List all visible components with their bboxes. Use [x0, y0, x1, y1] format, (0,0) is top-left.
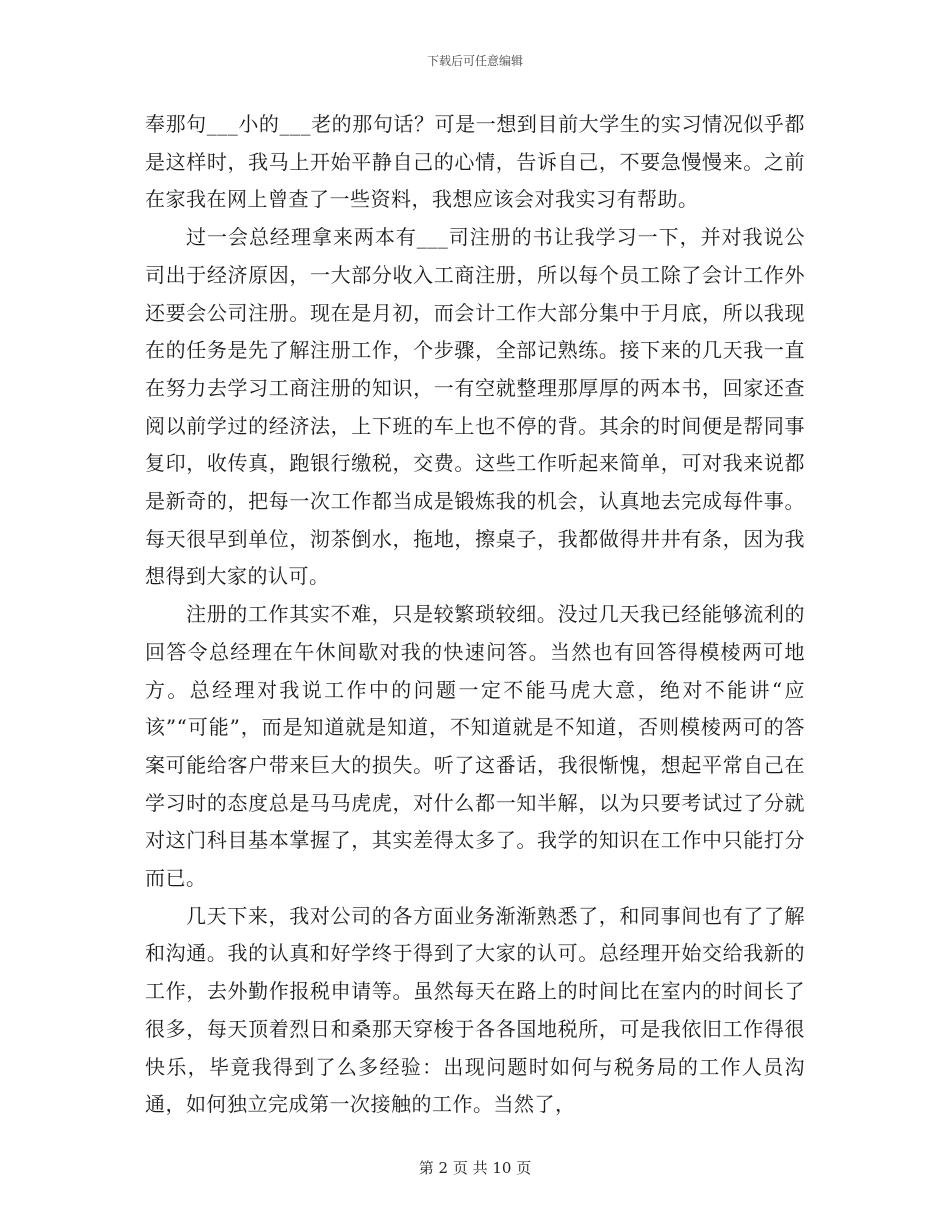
paragraph-1: 奉那句___小的___老的那句话？可是一想到目前大学生的实习情况似乎都是这样时，我马上开始平静自己的心情，告诉自己，不要急慢慢来。之前在家我在网上曾查了一些资料，我想应该会对我实习有帮助。	[145, 112, 805, 212]
paragraph-2: 过一会总经理拿来两本有___司注册的书让我学习一下，并对我说公司出于经济原因，一大部分收入工商注册，所以每个员工除了会计工作外还要会公司注册。现在是月初，而会计工作大部分集中于月底，所以我现在的任务是先了解注册工作，个步骤，全部记熟练。接下来的几天我一直在努力去学习工商注册的知识，一有空就整理那厚厚的两本书，回家还查阅以前学过的经济法，上下班的车上也不停的背。其余的时间便是帮同事复印，收传真，跑银行缴税，交费。这些工作听起来简单，可对我来说都是新奇的，把每一次工作都当成是锻炼我的机会，认真地去完成每件事。每天很早到单位，沏茶倒水，拖地，擦桌子，我都做得井井有条，因为我想得到大家的认可。	[145, 225, 805, 589]
page-number-footer: 第 2 页 共 10 页	[418, 1159, 532, 1177]
paragraph-4: 几天下来，我对公司的各方面业务渐渐熟悉了，和同事间也有了了解和沟通。我的认真和好学终于得到了大家的认可。总经理开始交给我新的工作，去外勤作报税申请等。虽然每天在路上的时间比在室内的时间长了很多，每天顶着烈日和桑那天穿梭于各各国地税所，可是我依旧工作得很快乐，毕竟我得到了么多经验：出现问题时如何与税务局的工作人员沟通，如何独立完成第一次接触的工作。当然了，	[145, 903, 805, 1117]
body-text	[145, 106, 805, 1124]
paragraph-3: 注册的工作其实不难，只是较繁琐较细。没过几天我已经能够流利的回答令总经理在午休间歇对我的快速问答。当然也有回答得模棱两可地方。总经理对我说工作中的问题一定不能马虎大意，绝对不能讲“应该”“可能”，而是知道就是知道，不知道就是不知道，否则模棱两可的答案可能给客户带来巨大的损失。听了这番话，我很惭愧，想起平常自己在学习时的态度总是马马虎虎，对什么都一知半解，以为只要考试过了分就对这门科目基本掌握了，其实差得太多了。我学的知识在工作中只能打分而已。	[145, 602, 805, 891]
page-header-note: 下载后可任意编辑	[426, 54, 523, 68]
